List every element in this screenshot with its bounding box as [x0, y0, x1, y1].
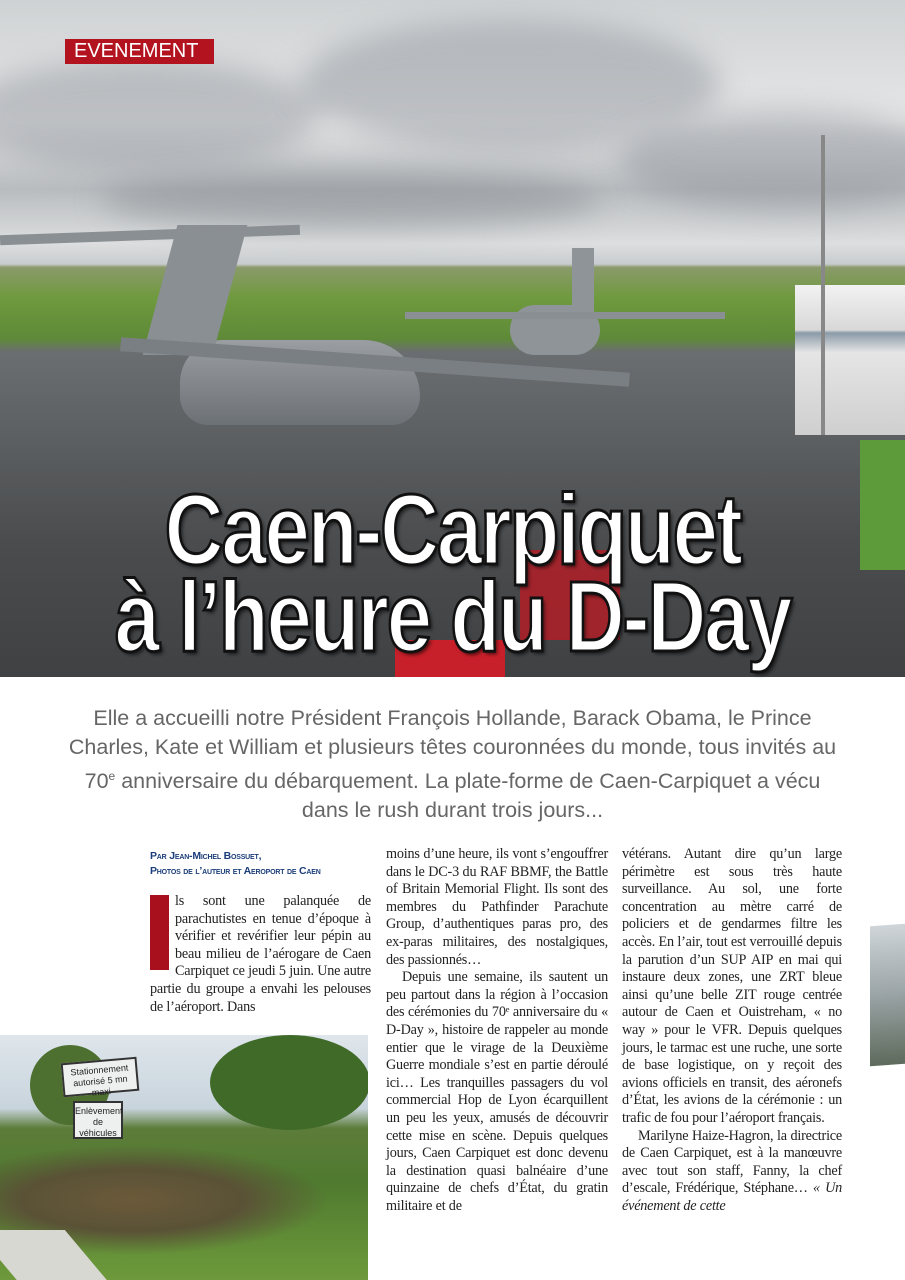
light-pole: [821, 135, 825, 435]
drop-cap-block: [150, 895, 169, 970]
paragraph: moins d’une heure, ils vont s’engouffrer dans le DC-3 du RAF BBMF, the Battle of Britain Memorial Flight. Ils sont des membres du Pathfinder Parachute Group, d’authentiques paras pro, des ex-paras militaires, des nostalgiques, des passionnés…: [386, 846, 608, 968]
grass-patch: [860, 440, 905, 570]
terminal-building: [795, 285, 905, 435]
intro-superscript: e: [108, 769, 116, 783]
paragraph: [622, 1128, 842, 1216]
section-tag: EVENEMENT: [65, 39, 214, 64]
intro-text: anniversaire du débarquement. La plate-forme de Caen-Carpiquet a vécu dans le rush durant trois jours...: [115, 769, 821, 823]
towing-sign: Enlèvement de véhicules: [73, 1101, 123, 1139]
parking-sign: Stationnement autorisé 5 mn maxi: [61, 1057, 140, 1097]
tree: [210, 1035, 368, 1130]
paragraph-text: Marilyne Haize-Hagron, la directrice de Caen Carpiquet, est à la manœuvre avec tout son staff, Fanny, la chef d’escale, Frédérique, Stéphane…: [622, 1127, 842, 1197]
quote-text: « Un événement de cette: [622, 1180, 843, 1214]
photo-parachutists-on-lawn: [0, 1035, 368, 1280]
paragraph: vétérans. Autant dire qu’un large périmètre est sous très haute surveillance. Au sol, une forte concentration au mètre carré de policiers et de gendarmes filtre les accès. En l’air, tout est verrouillé depuis la parution d’un SUP AIP en mai qui instaure deux zones, une ZRT bleue ainsi qu’une belle ZIT rouge centrée autour de Caen et Ouistreham, « no way » pour le VFR. Depuis quelques jours, le tarmac est une ruche, une sorte de base logistique, on y reçoit des avions officiels en transit, des aéronefs d’État, les avions de la cérémonie : un trafic de fou pour l’aéroport français.: [622, 846, 842, 1126]
paragraph: ls sont une palanquée de parachutistes en tenue d’époque à vérifier et revérifier leur pépin au beau milieu de l’aérogare de Caen Carpiquet ce jeudi 5 juin. Une autre partie du groupe a envahi les pelouses de l’aéroport. Dans: [150, 893, 371, 1015]
article-column-1: [150, 893, 371, 1016]
headline-line-2: à l’heure du D-Day: [114, 561, 791, 673]
intro-paragraph: [60, 704, 845, 825]
byline-photo-credit: Photos de l’auteur et Aeroport de Caen: [150, 865, 321, 877]
article-column-2: [386, 846, 608, 1215]
photo-helicopter-partial: [870, 924, 905, 1066]
byline: [150, 849, 380, 879]
article-column-3: [622, 846, 842, 1215]
headline-line-1: Caen-Carpiquet: [164, 474, 741, 586]
intro-text: Elle a accueilli notre Président François Hollande, Barack Obama, le Prince Charles, Kate et William et plusieurs têtes couronnées du monde, tous invités au 70: [68, 706, 837, 794]
paragraph: Depuis une semaine, ils sautent un peu partout dans la région à l’occasion des cérémonies du 70ᵉ anniversaire du « D-Day », histoire de rappeler au monde entier que le virage de la Deuxième Guerre mondiale s’est en partie déroulé ici… Les tranquilles passagers du vol commercial Hop de Lyon écarquillent un peu les yeux, amusés de découvrir cette mise en scène. Depuis quelques jours, Caen Carpiquet est donc devenu la destination quasi balnéaire d’une quinzaine de chefs d’État, du gratin militaire et de: [386, 969, 608, 1214]
byline-author: Par Jean-Michel Bossuet,: [150, 850, 262, 862]
